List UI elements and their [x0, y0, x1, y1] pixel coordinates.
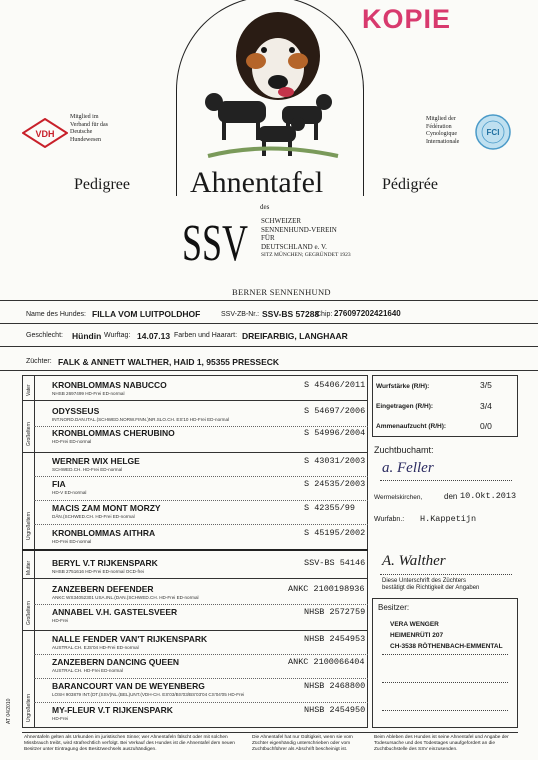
divider — [382, 710, 508, 711]
ancestor-note: HD-Frei — [52, 618, 69, 623]
whelp-label: Wurftag: — [104, 332, 131, 339]
ancestor-reg: S 43031/2003 — [304, 456, 366, 466]
wurfabn-label: Wurfabn.: — [374, 516, 405, 523]
ancestor-reg: S 24535/2003 — [304, 479, 366, 489]
ancestor-note: HD-Frei ED-normal — [52, 439, 92, 444]
sex-label: Geschlecht: — [26, 332, 63, 339]
svg-text:FCI: FCI — [486, 128, 500, 137]
divider — [0, 346, 538, 347]
ancestor-reg: ANKC 2100198936 — [288, 584, 365, 594]
ammen-value: 0/0 — [480, 421, 492, 431]
zuchtbuch-place: Wermelskirchen, — [374, 494, 423, 501]
page-title: Ahnentafel — [190, 166, 324, 199]
ancestor-note: SCHWED.CH. HD-Frei ED-normal — [52, 467, 123, 472]
ancestor-reg: S 45195/2002 — [304, 528, 366, 538]
divider — [34, 678, 368, 679]
ancestor-note: HD-Frei ED-normal — [52, 539, 92, 544]
ancestor-reg: ANKC 2100066404 — [288, 657, 365, 667]
dog-sex: Hündin — [72, 331, 102, 341]
ancestor-name: ZANZEBERN DEFENDER — [52, 584, 154, 594]
ancestor-reg: SSV-BS 54146 — [304, 558, 366, 568]
ancestor-note: ANKC WS34052301 USA.INL.(DAN.(SCHWED.CH. HD-Frei ED-normal — [52, 595, 199, 600]
side-label-greatgrandparents: Urgroßeltern — [26, 511, 32, 540]
wurfstaerke-value: 3/5 — [480, 380, 492, 390]
svg-text:SSV: SSV — [182, 215, 248, 272]
dog-illustration — [198, 6, 348, 166]
dog-name: FILLA VOM LUITPOLDHOF — [92, 309, 201, 319]
fci-text: Mitglied der Fédération Cynologique Internationale — [426, 116, 460, 145]
ancestor-note: HD-V ED-normal — [52, 490, 87, 495]
ancestor-reg: NHSB 2572759 — [304, 607, 366, 617]
divider — [22, 549, 368, 551]
side-label-grandparents: Großeltern — [26, 422, 32, 446]
footer-note-2: Die Ahnentafel hat nur Gültigkeit, wenn sie vom Züchter eigenhändig unterschrieben oder vom Zuchtbuchführer als Abschrift bescheinigt ist. — [252, 735, 353, 752]
zb-label: SSV-ZB-Nr.: — [221, 311, 260, 318]
ancestor-note: HD-Frei — [52, 716, 69, 721]
side-label-grandparents: Großeltern — [26, 601, 32, 625]
ancestor-name: MACIS ZAM MONT MORZY — [52, 503, 161, 513]
ancestor-name: ZANZEBERN DANCING QUEEN — [52, 657, 180, 667]
divider — [22, 578, 368, 579]
divider — [380, 480, 512, 481]
footer-note-1: Ahnentafeln gelten als Urkunden im juristischen Sinne; wer Ahnentafeln fälscht oder mit solchen Missbrauch treibt, wird strafrechtlich verfolgt. Bei Verkauf des Hundes ist die Ahnentafel dem neuen Besitzer unter Eintragung des Besitzwechsels auszuhändigen. — [24, 735, 235, 752]
divider — [0, 370, 538, 371]
vdh-text: Mitglied im Verband für das Deutsche Hundewesen — [70, 114, 108, 143]
divider — [34, 375, 35, 728]
ancestor-name: BERYL V.T RIJKENSPARK — [52, 558, 158, 568]
ancestor-note: AUSTRAL.CH. EJS'04 HD-Frei ED-normal — [52, 645, 139, 650]
side-label-greatgrandparents: Urgroßeltern — [26, 693, 32, 722]
divider — [22, 732, 518, 733]
dog-color: DREIFARBIG, LANGHAAR — [242, 331, 348, 341]
ammen-label: Ammenaufzucht (R/H): — [376, 423, 447, 430]
ancestor-note: NHSB 2697499 HD-Frei ED-normal — [52, 391, 125, 396]
ancestor-name: NALLE FENDER VAN'T RIJKENSPARK — [52, 634, 208, 644]
eingetragen-value: 3/4 — [480, 401, 492, 411]
owner-title: Besitzer: — [378, 603, 410, 612]
ancestor-reg: S 42355/99 — [304, 503, 356, 513]
club-name: SCHWEIZER SENNENHUND-VEREIN FÜR DEUTSCHLAND e. V. SITZ MÜNCHEN; GEGRÜNDET 1923 — [261, 217, 351, 259]
divider — [22, 400, 368, 401]
print-code: AT 04/2010 — [6, 698, 12, 724]
pedigree-fr: Pédigrée — [382, 176, 438, 193]
eingetragen-label: Eingetragen (R/H): — [376, 403, 434, 410]
ancestor-name: KRONBLOMMAS NABUCCO — [52, 380, 167, 390]
ancestor-reg: S 45406/2011 — [304, 380, 366, 390]
divider — [0, 300, 538, 301]
side-label-father: Vater — [26, 384, 32, 396]
ancestor-name: BARANCOURT VAN DE WEYENBERG — [52, 681, 205, 691]
ancestor-reg: S 54697/2006 — [304, 406, 366, 416]
footer-note-3: Beim Ableben des Hundes ist seine Ahnentafel und Angabe der Todesursache und des Todestages unaufgefordert an die Zuchtbuchstelle des SSV einzusenden. — [374, 735, 509, 752]
vdh-logo-icon — [22, 118, 68, 148]
ancestor-note: AUSTRAL.CH. HD-Frei ED-normal — [52, 668, 123, 673]
zuchtbuch-den: den — [444, 492, 458, 501]
ancestor-name: KRONBLOMMAS AITHRA — [52, 528, 156, 538]
kopie-stamp: KOPIE — [362, 4, 452, 34]
divider — [34, 654, 368, 655]
divider — [380, 574, 512, 575]
divider — [34, 524, 368, 525]
ssv-logo-icon — [180, 210, 250, 272]
breed-name: BERNER SENNENHUND — [232, 287, 331, 297]
owner-street: HEIMENRÜTI 207 — [390, 632, 444, 639]
ancestor-name: KRONBLOMMAS CHERUBINO — [52, 428, 175, 438]
chip-label: Chip: — [316, 311, 333, 318]
pedigree-en: Pedigree — [74, 176, 130, 193]
name-label: Name des Hundes: — [26, 311, 86, 318]
zuchtbuch-title: Zuchtbuchamt: — [374, 445, 434, 455]
des-text: des — [260, 203, 270, 211]
zuchtbuch-date: 10.Okt.2013 — [460, 491, 517, 501]
breeder-label: Züchter: — [26, 358, 52, 365]
divider — [34, 500, 368, 501]
svg-text:VDH: VDH — [35, 129, 55, 139]
owner-city: CH-3538 RÖTHENBACH-EMMENTAL — [390, 643, 503, 650]
owner-name: VERA WENGER — [390, 621, 439, 628]
divider — [34, 702, 368, 703]
divider — [22, 452, 368, 453]
ancestor-name: FIA — [52, 479, 66, 489]
ancestor-reg: NHSB 2454950 — [304, 705, 366, 715]
color-label: Farben und Haarart: — [174, 332, 238, 339]
ancestor-name: ODYSSEUS — [52, 406, 100, 416]
breeder-sig-caption: Diese Unterschrift des Züchters bestätigt die Richtigkeit der Angaben — [382, 578, 480, 591]
fci-logo-icon — [474, 113, 512, 151]
owner-box — [372, 598, 518, 728]
divider — [22, 630, 368, 631]
divider — [382, 654, 508, 655]
zb-number: SSV-BS 57288 — [262, 309, 320, 319]
breeder-signature: A. Walther — [382, 553, 446, 569]
ancestor-note: NHSB 2751616 HD-Frei ED-normal OCD-frei — [52, 569, 144, 574]
ancestor-note: DÄN.(SCHWED.CH. HD-Frei ED-normal — [52, 514, 135, 519]
ancestor-note: INT.NORD.DAN.ITAL.(SCHWED.NORW.FINN.)NR.SLO.CH. ES'10 HD-Frei ED-normal — [52, 417, 230, 422]
divider — [0, 323, 538, 324]
ancestor-note: LOSH 903879 INT.(DT.(SSV)NL.(BEL)UNT.(VDH-CH. ES'03/BS'03/BS'03'04 CS'04'05 HD-Frei — [52, 692, 245, 697]
ancestor-name: MY-FLEUR V.T RIJKENSPARK — [52, 705, 173, 715]
whelp-date: 14.07.13 — [137, 331, 171, 341]
ancestor-name: ANNABEL V.H. GASTELSVEER — [52, 607, 178, 617]
wurfabn-value: H.Kappetijn — [420, 514, 477, 524]
divider — [34, 604, 368, 605]
ancestor-name: WERNER WIX HELGE — [52, 456, 140, 466]
ancestor-reg: S 54996/2004 — [304, 428, 366, 438]
ancestor-reg: NHSB 2468800 — [304, 681, 366, 691]
ancestor-reg: NHSB 2454953 — [304, 634, 366, 644]
divider — [34, 476, 368, 477]
wurfstaerke-label: Wurfstärke (R/H): — [376, 383, 430, 390]
zuchtbuch-signature: a. Feller — [382, 460, 434, 476]
divider — [34, 426, 368, 427]
side-label-mother: Mutter — [26, 560, 32, 575]
breeder-name: FALK & ANNETT WALTHER, HAID 1, 95355 PRESSECK — [58, 357, 280, 367]
divider — [382, 682, 508, 683]
chip-number: 276097202421640 — [334, 309, 401, 318]
